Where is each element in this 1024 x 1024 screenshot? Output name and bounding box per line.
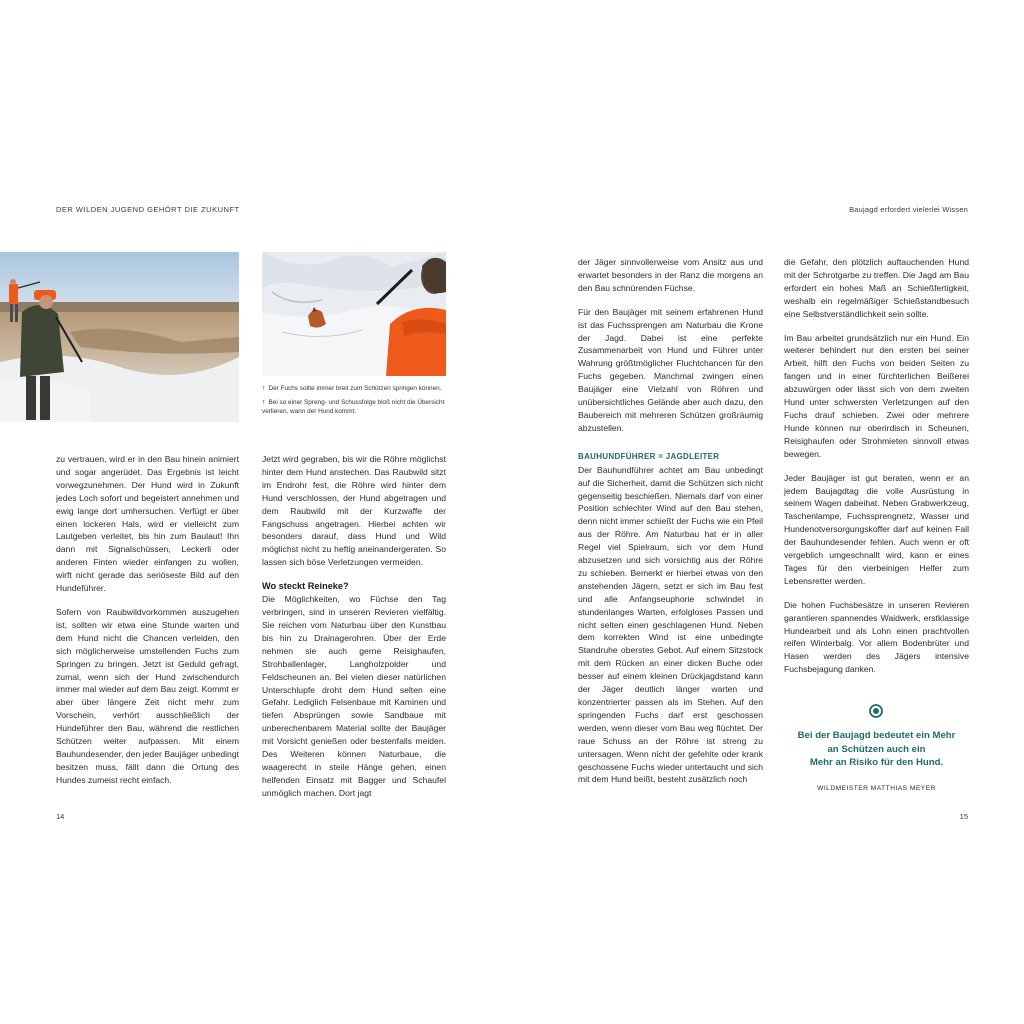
caption-1 xyxy=(262,384,446,393)
section-heading: Wo steckt Reineke? xyxy=(262,581,349,592)
paragraph: Die Möglichkeiten, wo Füchse den Tag verbringen, sind in unseren Revieren vielfältig. Sie reichen vom Naturbau über den Kunstbau bis hin zu Drainagerohren. Über der Erde nehmen sie auch gerne Reisighaufen, Strohballenlager, Langholzpolder und Feldscheunen an. Bei vielen dieser natürlichen Unterschlupfe droht dem Hund selten eine Gefahr. Lediglich Felsenbaue mit Kaminen und tiefen Absprüngen sowie Sandbaue mit unberechenbarem Material sollte der Baujäger mit Vorsicht genießen oder bestenfalls meiden. Des Weiteren können Naturbaue, die waagerecht in steile Hänge gehen, einen helfenden Einsatz mit Bagger und Schaufel unmöglich machen. Dort jagt xyxy=(262,594,446,798)
paragraph: zu vertrauen, wird er in den Bau hinein animiert und sogar angerüdet. Das Ergebnis ist leicht vorwegzunehmen. Der Hund wird in Zukunft jedes Loch sofort und begeistert annehmen und ewig lange dort umhersuchen. Verfügt er über einen lockeren Hals, wird er vielleicht zum Lautgeben verleitet, bis hin zum Baulaut! Ihn dann mit Signalschüssen, Leckerli oder anderen Finten wieder einfangen zu wollen, wirft nicht gerade das seriöseste Bild auf den Hundeführer. xyxy=(56,454,239,594)
paragraph: Jetzt wird gegraben, bis wir die Röhre möglichst hinter dem Hund anstechen. Das Raubwild sitzt im Endrohr fest, die Röhre wird hinter dem Hund verschlossen, der Hund abgetragen und dem Raubwild mit der Kurzwaffe der Fangschuss angetragen. Hierbei achten wir besonders darauf, dass Hund und Wild möglichst nicht zu heftig aneinandergeraten. So lassen sich böse Verletzungen vermeiden. xyxy=(262,454,446,568)
text-column-4 xyxy=(784,256,969,687)
running-head-left: DER WILDEN JUGEND GEHÖRT DIE ZUKUNFT xyxy=(56,205,240,214)
caption-2 xyxy=(262,398,446,416)
paragraph: der Jäger sinnvollerweise vom Ansitz aus und erwartet besonders in der Ranz die morgens an den Bau schnürenden Füchse. xyxy=(578,257,763,293)
pull-quote-line-1: Bei der Baujagd bedeutet ein Mehr xyxy=(797,730,956,741)
paragraph: Der Bauhundführer achtet am Bau unbedingt auf die Sicherheit, damit die Schützen sich nicht gegenseitig beschießen. Niemals darf von einer Position schlechter Wind auf den Bau stehen, denn nicht immer schießt der Fuchs wie ein Pfeil aus der Röhre. Am Naturbau hat er in aller Regel viel Spielraum, sich vor dem Hund abzusetzen und sich vorsichtig aus der Röhre zu schieben. Bemerkt er hierbei etwas von den anstehenden Jägern, setzt er sich im Bau fest und alle Anfangseuphorie schwindet in stundenlanges Warten, erfolgloses Passen und nicht selten einen geschlagenen Hund. Neben dem korrekten Wind ist eine unbedingte Standruhe oberstes Gebot. Auf einem Sitzstock mit dem Rücken an einer dicken Buche oder besser auf einem kleinen Drückjagdstand kann der Jäger deutlich länger warten und konzentrierter passen als im Stehen. Auf den springenden Fuchs darf erst geschossen werden, wenn dieser vom Bau weg flüchtet. Der raue Schuss an der Röhre ist streng zu untersagen. Wenn nicht der gefehlte oder krank geschossene Fuchs wieder untertaucht und sich mit dem Hund beißt, besteht zusätzlich noch xyxy=(578,464,763,785)
paragraph: die Gefahr, den plötzlich auftauchenden Hund mit der Schrotgarbe zu treffen. Die Jagd am Bau erfordert ein hohes Maß an Schießfertigkeit, weshalb ein regelmäßiger Schießstandbesuch eine Selbstverständlichkeit sein sollte. xyxy=(784,257,969,319)
arrow-up-icon: ↑ xyxy=(262,399,266,406)
paragraph: Im Bau arbeitet grundsätzlich nur ein Hund. Ein weiterer behindert nur den ersten bei seiner Arbeit, hilft den Fuchs von beiden Seiten zu fangen und in einer fürchterlichen Beißerei abzuwürgen oder lässt sich von dem zweiten Hund unter schwersten Verletzungen auf den Fuchs drauf schieben. Zwei oder mehrere Hunde können nur oberirdisch in Scheunen, Reisighaufen oder Strohmieten sinnvoll etwas bewegen. xyxy=(784,332,969,459)
page-number-left: 14 xyxy=(56,812,65,821)
photo-captions xyxy=(262,384,446,421)
text-column-1 xyxy=(56,453,239,798)
section-heading: BAUHUNDFÜHRER = JAGDLEITER xyxy=(578,451,720,461)
running-head-right: Baujagd erfordert vielerlei Wissen xyxy=(849,205,968,214)
pull-quote-author: WILDMEISTER MATTHIAS MEYER xyxy=(817,785,936,792)
page-number-right: 15 xyxy=(959,812,968,821)
pull-quote-line-3: Mehr an Risiko für den Hund. xyxy=(809,757,944,768)
pull-quote xyxy=(784,729,969,770)
paragraph: Die hohen Fuchsbesätze in unseren Revieren garantieren spannendes Waidwerk, erstklassige Hundearbeit und als Lohn einen prachtvollen reifen Winterbalg. Vor allem Bodenbrüter und Hasen werden des Jägers intensive Fuchsbejagung danken. xyxy=(784,599,969,675)
photo-hunters-field xyxy=(0,252,239,422)
paragraph: Sofern von Raubwildvorkommen auszugehen ist, sollten wir etwa eine Stunde warten und dem Hund nicht die Chancen verleiden, den sich möglicherweise umstellenden Fuchs zum Springen zu bringen. Jetzt ist Geduld gefragt, zumal, wenn sich der Hund zwischendurch immer mal wieder auf dem Bau zeigt. Kommt er aber über längere Zeit nicht mehr zum Vorschein, verhört ausschließlich der Hundeführer den Bau, während die restlichen Schützen weiter aufpassen. Mit einem Bauhundesender, den jeder Baujäger unbedingt besitzen muss, fällt dann die Ortung des Hundes zumeist recht einfach. xyxy=(56,606,239,785)
caption-2-text: Bei so einer Spreng- und Schussfolge bloß nicht die Übersicht verlieren, wann der Hund kommt. xyxy=(262,399,445,415)
text-column-3 xyxy=(578,256,763,797)
pull-quote-line-2: an Schützen auch ein xyxy=(827,743,926,755)
quote-bullet-icon-svg xyxy=(869,704,883,718)
caption-1-text: Der Fuchs sollte immer breit zum Schützen springen können. xyxy=(268,385,442,392)
paragraph: Für den Baujäger mit seinem erfahrenen Hund ist das Fuchssprengen am Naturbau die Krone der Jagd. Dabei ist eine perfekte Zusammenarbeit von Hund und Führer unter Wahrung größtmöglicher Fluchtchancen für den Fuchs gegeben. Manchmal zwingen einen Baujäger eine Vielzahl von Röhren und unübersichtliches Gelände aber auch dazu, den Baubereich mit mehreren Schützen großräumig abzustellen. xyxy=(578,306,763,433)
text-column-2 xyxy=(262,453,446,811)
photo-fox-snow xyxy=(262,252,446,376)
paragraph: Jeder Baujäger ist gut beraten, wenn er an jedem Baujagdtag die volle Ausrüstung in seinem Wagen dabeihat. Neben Grabwerkzeug, Taschenlampe, Fuchssprengnetz, Wasser und Hundenotversorgungskoffer darf auf keinen Fall der Bauhundesender fehlen. Auch wenn er oft vergeblich umgeschnallt wird, kann er eines Tages für den vierbeinigen Helfer zum Lebensretter werden. xyxy=(784,472,969,586)
quote-bullet-icon xyxy=(869,704,883,718)
photo-hunters-field-image xyxy=(0,252,239,422)
photo-fox-snow-image xyxy=(262,252,446,376)
arrow-up-icon: ↑ xyxy=(262,385,266,392)
